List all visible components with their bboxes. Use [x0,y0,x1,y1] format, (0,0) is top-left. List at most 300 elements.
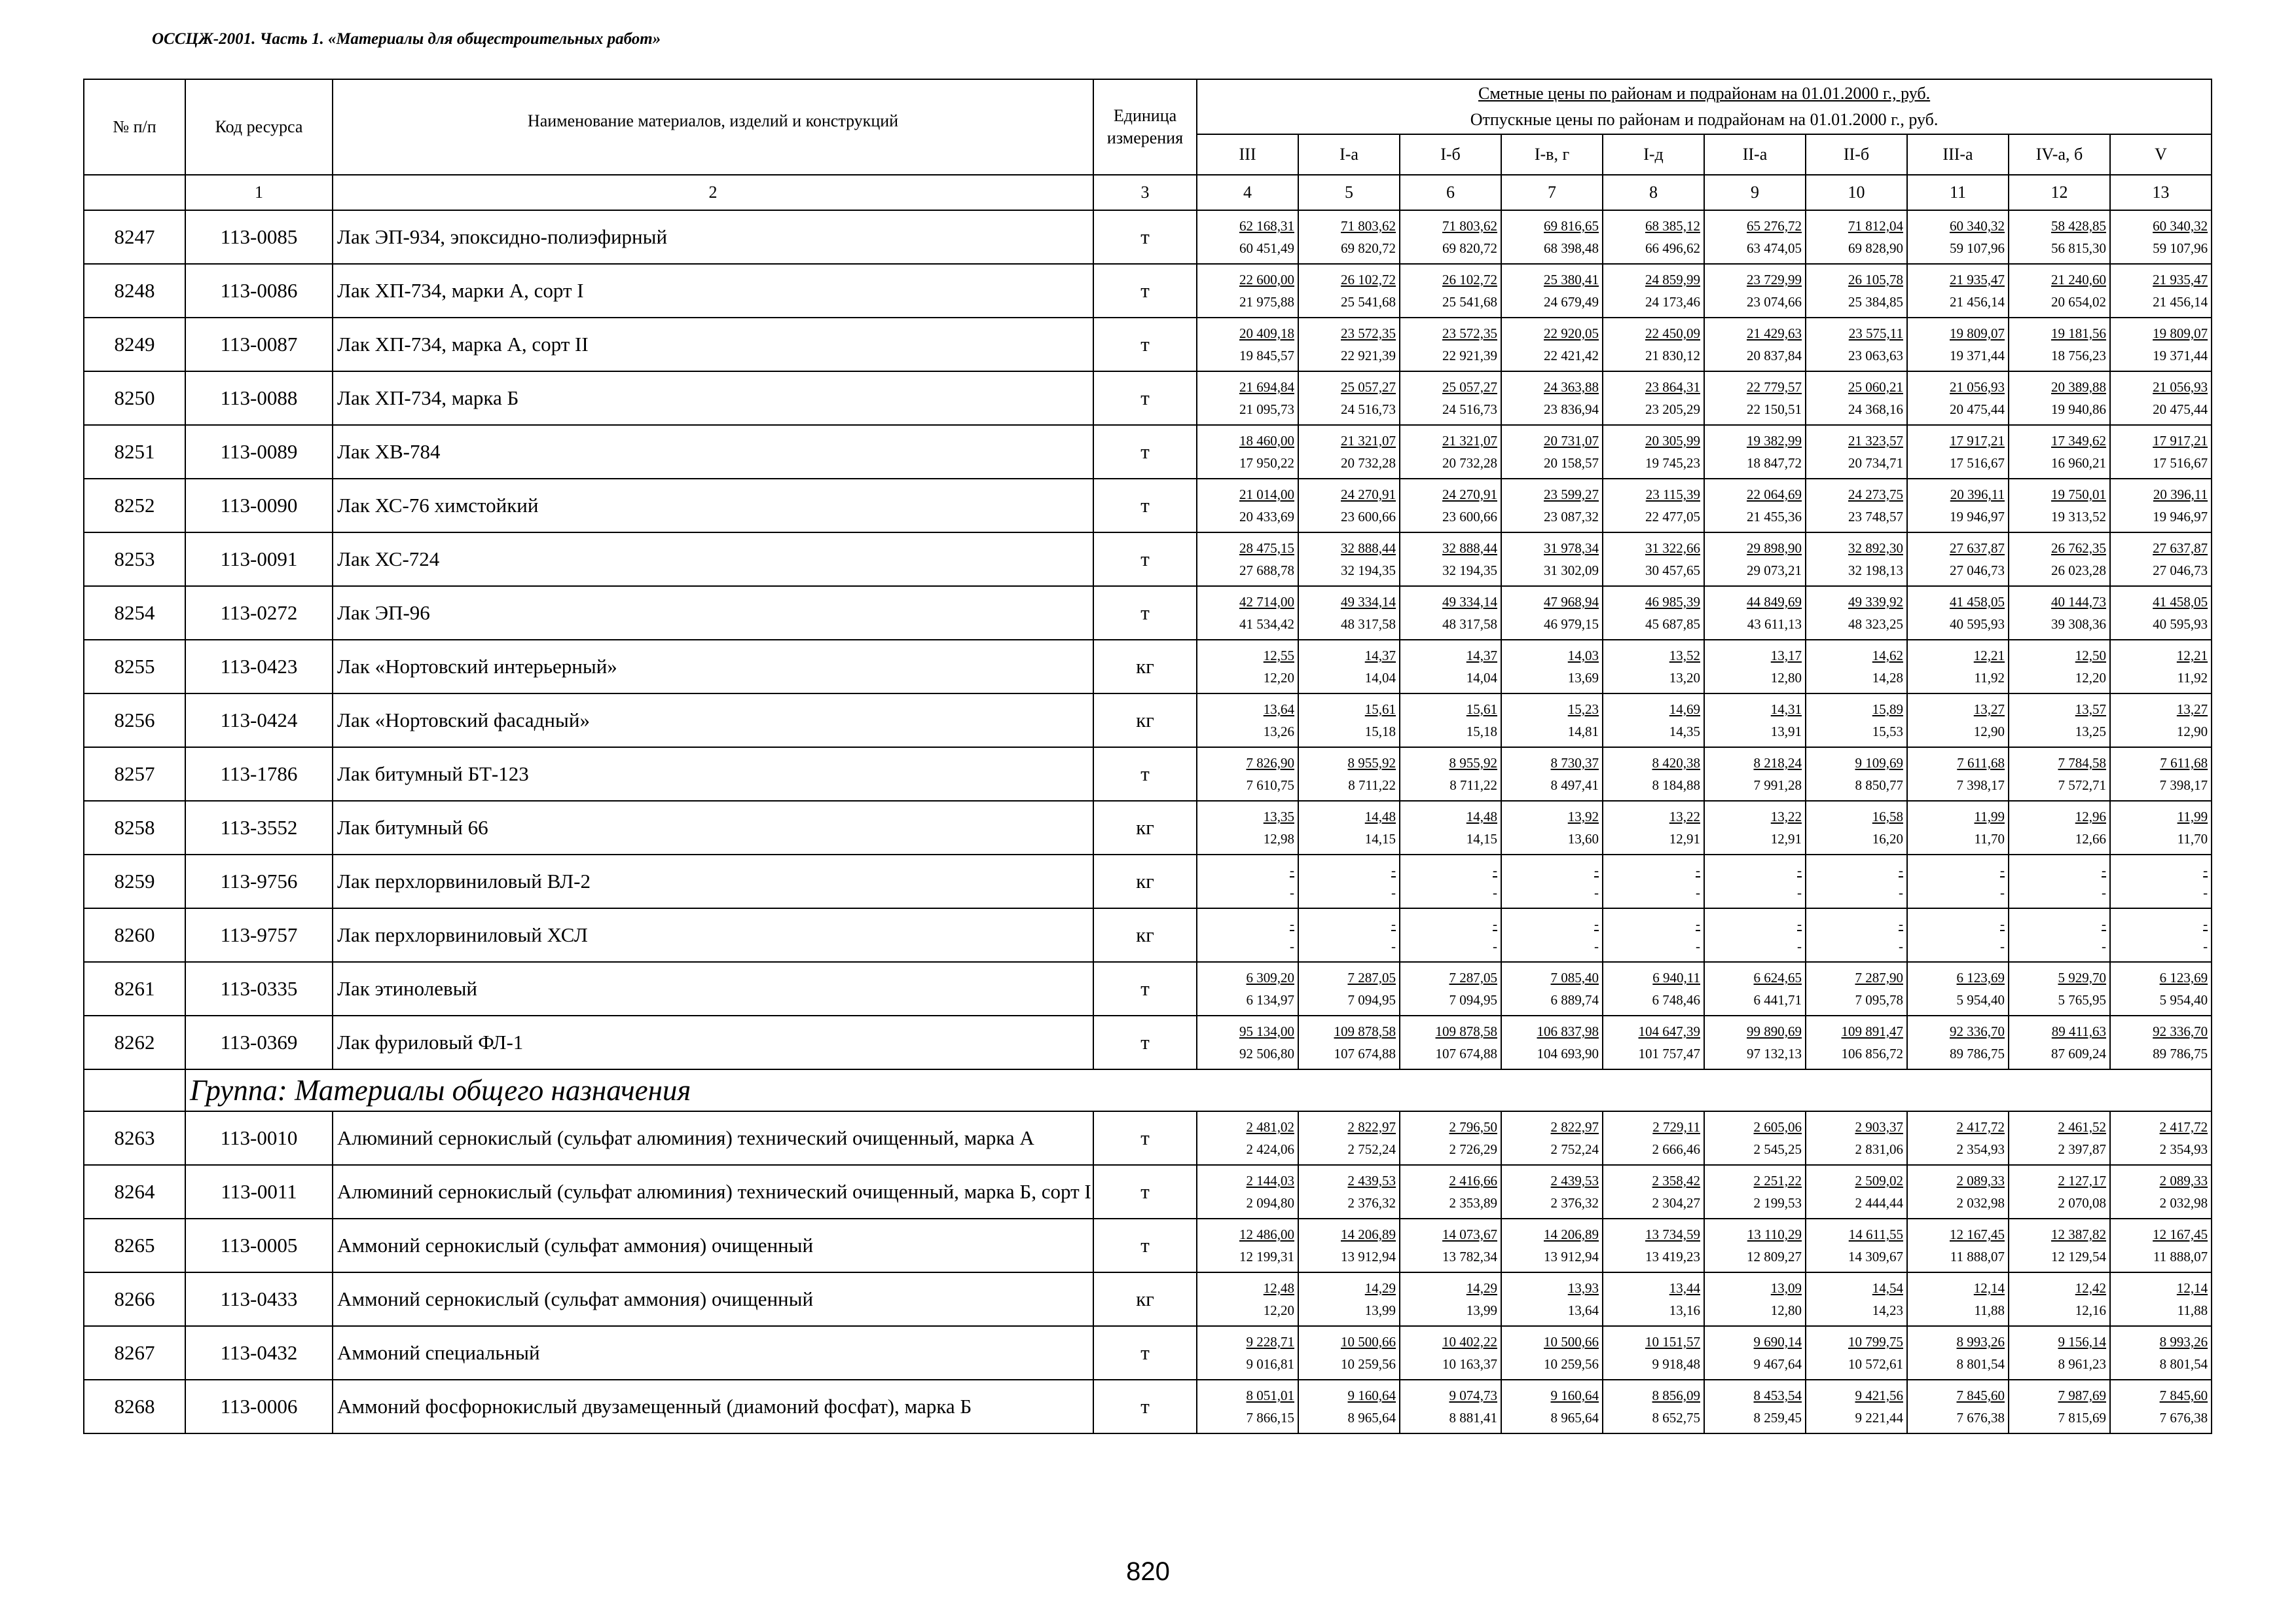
price-cell [2110,855,2212,908]
document-header-title: ОССЦЖ-2001. Часть 1. «Материалы для общестроительных работ» [152,30,661,48]
estimated-price: 2 822,97 [1550,1118,1599,1135]
resource-code: 113-9756 [185,855,333,908]
prices-title-smeta: Сметные цены по районам и подрайонам на 01.01.2000 г., руб. [1478,84,1931,103]
price-cell [1197,747,1298,801]
estimated-price: - [2102,915,2106,932]
material-name: Лак ХС-76 химстойкий [333,479,1093,532]
release-price: - [1797,885,1802,900]
price-cell [2110,1380,2212,1433]
row-number: 8261 [84,962,185,1016]
price-cell [1806,693,1907,747]
table-row [84,479,2212,532]
estimated-price: 109 878,58 [1334,1023,1396,1039]
estimated-price: 13,92 [1567,808,1599,824]
price-cell [1603,532,1704,586]
price-cell [1197,210,1298,264]
price-cell [1704,1326,1806,1380]
release-price: 23 087,32 [1544,509,1599,525]
estimated-price: - [2203,915,2208,932]
page-number: 820 [1126,1557,1170,1586]
row-number: 8257 [84,747,185,801]
price-cell [1400,640,1501,693]
price-cell [1806,1016,1907,1069]
price-cell [1298,264,1400,318]
release-price: 14,04 [1466,670,1497,686]
unit-of-measure: кг [1093,801,1197,855]
release-price: 20 654,02 [2051,294,2106,310]
price-cell [1907,801,2009,855]
release-price: 23 205,29 [1645,401,1700,417]
price-cell [1603,1016,1704,1069]
release-price: 60 451,49 [1239,240,1294,256]
material-name: Лак ХС-724 [333,532,1093,586]
estimated-price: 29 898,90 [1747,540,1802,556]
estimated-price: 11,99 [1974,808,2005,824]
release-price: 13,99 [1364,1302,1396,1318]
estimated-price: 14,48 [1364,808,1396,824]
price-cell [1298,855,1400,908]
row-number: 8254 [84,586,185,640]
release-price: 7 398,17 [2159,777,2208,793]
price-cell [1197,1111,1298,1165]
estimated-price: 14,31 [1770,701,1802,717]
resource-code: 113-0086 [185,264,333,318]
price-cell [2009,371,2110,425]
column-number: 1 [185,175,333,210]
estimated-price: 49 339,92 [1848,593,1903,610]
estimated-price: 6 123,69 [1956,969,2005,986]
region-header: III-а [1907,134,2009,175]
estimated-price: 21 694,84 [1239,378,1294,395]
unit-of-measure: т [1093,747,1197,801]
unit-of-measure: т [1093,1380,1197,1433]
row-number: 8250 [84,371,185,425]
estimated-price: 2 796,50 [1449,1118,1497,1135]
price-cell [1400,1219,1501,1272]
estimated-price: 7 287,05 [1347,969,1396,986]
release-price: 19 745,23 [1645,455,1700,471]
price-cell [1704,962,1806,1016]
price-cell [1704,1219,1806,1272]
price-cell [2009,318,2110,371]
estimated-price: 27 637,87 [2153,540,2208,556]
material-name: Лак этинолевый [333,962,1093,1016]
estimated-price: 60 340,32 [1950,217,2005,234]
price-cell [1907,532,2009,586]
region-header: II-б [1806,134,1907,175]
estimated-price: 8 453,54 [1753,1387,1802,1403]
price-cell [1298,586,1400,640]
estimated-price: 23 729,99 [1747,271,1802,287]
release-price: 24 516,73 [1442,401,1497,417]
estimated-price: 25 057,27 [1442,378,1497,395]
release-price: 6 441,71 [1753,992,1802,1008]
release-price: - [1290,938,1294,954]
price-cell [1400,479,1501,532]
estimated-price: 21 240,60 [2051,271,2106,287]
price-cell [1197,908,1298,962]
resource-code: 113-0369 [185,1016,333,1069]
release-price: 13,25 [2075,724,2106,739]
estimated-price: 23 572,35 [1341,325,1396,341]
price-cell [1501,693,1603,747]
release-price: 12,90 [2176,724,2208,739]
group-header-row [84,1069,2212,1111]
price-cell [1501,801,1603,855]
estimated-price: 31 322,66 [1645,540,1700,556]
price-cell [1603,264,1704,318]
release-price: 2 752,24 [1347,1141,1396,1157]
release-price: 68 398,48 [1544,240,1599,256]
estimated-price: 13,44 [1669,1280,1700,1296]
estimated-price: 2 439,53 [1550,1172,1599,1189]
estimated-price: 14 206,89 [1341,1226,1396,1242]
estimated-price: 7 287,90 [1855,969,1903,986]
estimated-price: 16,58 [1872,808,1903,824]
estimated-price: 9 690,14 [1753,1333,1802,1350]
release-price: 8 881,41 [1449,1410,1497,1426]
price-cell [1704,318,1806,371]
material-name: Лак ХП-734, марки А, сорт I [333,264,1093,318]
price-cell [1298,318,1400,371]
column-number: 6 [1400,175,1501,210]
release-price: 14 309,67 [1848,1249,1903,1264]
estimated-price: 14,62 [1872,647,1903,663]
unit-of-measure: т [1093,962,1197,1016]
price-cell [1501,479,1603,532]
release-price: 8 961,23 [2058,1356,2106,1372]
estimated-price: - [1493,915,1497,932]
estimated-price: 14,03 [1567,647,1599,663]
estimated-price: 15,61 [1466,701,1497,717]
estimated-price: 71 812,04 [1848,217,1903,234]
price-cell [2009,532,2110,586]
release-price: 7 094,95 [1347,992,1396,1008]
price-cell [2110,693,2212,747]
release-price: 21 456,14 [2153,294,2208,310]
estimated-price: 14 206,89 [1544,1226,1599,1242]
release-price: 29 073,21 [1747,563,1802,578]
price-cell [1704,532,1806,586]
table-row [84,908,2212,962]
estimated-price: - [1899,915,1903,932]
release-price: 56 815,30 [2051,240,2106,256]
estimated-price: 20 731,07 [1544,432,1599,449]
estimated-price: 13,27 [1973,701,2005,717]
price-cell [1501,962,1603,1016]
release-price: 14,15 [1466,831,1497,847]
material-name: Лак перхлорвиниловый ХСЛ [333,908,1093,962]
release-price: 9 016,81 [1246,1356,1294,1372]
unit-of-measure: т [1093,586,1197,640]
table-row [84,962,2212,1016]
column-number: 9 [1704,175,1806,210]
release-price: 13,64 [1567,1302,1599,1318]
release-price: 6 134,97 [1246,992,1294,1008]
table-row [84,425,2212,479]
release-price: 7 572,71 [2058,777,2106,793]
material-name: Аммоний сернокислый (сульфат аммония) очищенный [333,1272,1093,1326]
column-number: 7 [1501,175,1603,210]
estimated-price: 60 340,32 [2153,217,2208,234]
release-price: 19 371,44 [2153,348,2208,363]
release-price: - [1899,938,1903,954]
price-cell [1298,1016,1400,1069]
release-price: 17 950,22 [1239,455,1294,471]
release-price: 2 354,93 [2159,1141,2208,1157]
estimated-price: - [1290,862,1294,878]
price-cell [1298,479,1400,532]
price-cell [1298,693,1400,747]
release-price: 13,60 [1567,831,1599,847]
release-price: 2 831,06 [1855,1141,1903,1157]
row-number: 8266 [84,1272,185,1326]
estimated-price: 2 903,37 [1855,1118,1903,1135]
price-cell [1704,855,1806,908]
release-price: 20 734,71 [1848,455,1903,471]
price-cell [1197,801,1298,855]
release-price: 20 433,69 [1239,509,1294,525]
resource-code: 113-0010 [185,1111,333,1165]
price-cell [1501,908,1603,962]
release-price: 21 830,12 [1645,348,1700,363]
material-name: Лак ХП-734, марка Б [333,371,1093,425]
price-cell [1501,586,1603,640]
release-price: 7 610,75 [1246,777,1294,793]
material-name: Лак ЭП-934, эпоксидно-полиэфирный [333,210,1093,264]
region-header: I-б [1400,134,1501,175]
release-price: 18 756,23 [2051,348,2106,363]
price-cell [2110,1165,2212,1219]
material-name: Аммоний специальный [333,1326,1093,1380]
estimated-price: 47 968,94 [1544,593,1599,610]
price-cell [1603,855,1704,908]
release-price: 27 046,73 [2153,563,2208,578]
estimated-price: 109 878,58 [1435,1023,1497,1039]
price-cell [2110,1219,2212,1272]
estimated-price: 14,69 [1669,701,1700,717]
estimated-price: 20 305,99 [1645,432,1700,449]
release-price: 13,69 [1567,670,1599,686]
price-cell [2110,210,2212,264]
column-number: 12 [2009,175,2110,210]
material-name: Алюминий сернокислый (сульфат алюминия) технический очищенный, марка Б, сорт I [333,1165,1093,1219]
price-cell [2110,908,2212,962]
price-cell [2009,264,2110,318]
release-price: 20 732,28 [1341,455,1396,471]
release-price: 12,20 [1263,670,1294,686]
price-cell [1501,1219,1603,1272]
price-cell [1907,264,2009,318]
table-row [84,318,2212,371]
release-price: 87 609,24 [2051,1046,2106,1061]
release-price: 20 732,28 [1442,455,1497,471]
estimated-price: 13,09 [1770,1280,1802,1296]
column-number: 10 [1806,175,1907,210]
price-cell [2110,586,2212,640]
release-price: 24 679,49 [1544,294,1599,310]
price-cell [1400,1111,1501,1165]
price-cell [1704,210,1806,264]
estimated-price: 26 105,78 [1848,271,1903,287]
price-cell [2009,1111,2110,1165]
price-cell [1907,1326,2009,1380]
row-number: 8256 [84,693,185,747]
price-cell [1501,371,1603,425]
price-cell [1806,479,1907,532]
release-price: 59 107,96 [2153,240,2208,256]
price-cell [1907,640,2009,693]
release-price: 13,99 [1466,1302,1497,1318]
estimated-price: 41 458,05 [1950,593,2005,610]
release-price: 10 259,56 [1544,1356,1599,1372]
price-cell [1806,1380,1907,1433]
release-price: 10 259,56 [1341,1356,1396,1372]
material-name: Аммоний сернокислый (сульфат аммония) очищенный [333,1219,1093,1272]
estimated-price: - [1696,915,1700,932]
release-price: - [2000,885,2005,900]
estimated-price: 7 611,68 [2160,754,2208,771]
estimated-price: 14 073,67 [1442,1226,1497,1242]
estimated-price: 26 762,35 [2051,540,2106,556]
estimated-price: 13 734,59 [1645,1226,1700,1242]
estimated-price: 22 779,57 [1747,378,1802,395]
price-cell [1806,962,1907,1016]
estimated-price: 65 276,72 [1747,217,1802,234]
release-price: 12,91 [1669,831,1700,847]
price-cell [1501,318,1603,371]
price-cell [1907,318,2009,371]
estimated-price: 42 714,00 [1239,593,1294,610]
release-price: - [1797,938,1802,954]
resource-code: 113-1786 [185,747,333,801]
release-price: 2 353,89 [1449,1195,1497,1211]
region-header: V [2110,134,2212,175]
estimated-price: - [2000,915,2005,932]
price-cell [1603,693,1704,747]
release-price: 6 748,46 [1652,992,1700,1008]
price-cell [2009,586,2110,640]
release-price: 22 921,39 [1442,348,1497,363]
release-price: 2 032,98 [2159,1195,2208,1211]
price-cell [1197,479,1298,532]
release-price: 32 194,35 [1442,563,1497,578]
price-cell [1197,1165,1298,1219]
release-price: 31 302,09 [1544,563,1599,578]
price-cell [1603,1326,1704,1380]
release-price: 17 516,67 [2153,455,2208,471]
price-cell [1603,1380,1704,1433]
release-price: 12 199,31 [1239,1249,1294,1264]
price-cell [1298,962,1400,1016]
price-cell [1907,908,2009,962]
estimated-price: 32 888,44 [1341,540,1396,556]
release-price: 12,98 [1263,831,1294,847]
column-number: 13 [2110,175,2212,210]
table-row [84,1111,2212,1165]
group-empty-cell [84,1069,185,1111]
price-cell [1907,1165,2009,1219]
release-price: 8 711,22 [1449,777,1497,793]
price-cell [1907,210,2009,264]
estimated-price: 21 056,93 [2153,378,2208,395]
release-price: 16 960,21 [2051,455,2106,471]
release-price: - [2203,938,2208,954]
resource-code: 113-0423 [185,640,333,693]
release-price: 2 070,08 [2058,1195,2106,1211]
release-price: 21 456,14 [1950,294,2005,310]
row-number: 8247 [84,210,185,264]
price-cell [1197,1016,1298,1069]
estimated-price: 23 115,39 [1645,486,1700,502]
estimated-price: 12 167,45 [2153,1226,2208,1242]
release-price: 19 845,57 [1239,348,1294,363]
price-cell [1603,747,1704,801]
release-price: 97 132,13 [1747,1046,1802,1061]
release-price: 89 786,75 [2153,1046,2208,1061]
estimated-price: 8 955,92 [1449,754,1497,771]
release-price: - [1493,938,1497,954]
price-cell [1197,1272,1298,1326]
estimated-price: 99 890,69 [1747,1023,1802,1039]
release-price: 20 475,44 [1950,401,2005,417]
unit-of-measure: т [1093,1326,1197,1380]
estimated-price: 24 273,75 [1848,486,1903,502]
price-cell [1400,425,1501,479]
price-cell [1704,586,1806,640]
release-price: 7 866,15 [1246,1410,1294,1426]
release-price: 11,70 [1974,831,2005,847]
release-price: 32 194,35 [1341,563,1396,578]
release-price: 48 323,25 [1848,616,1903,632]
release-price: 107 674,88 [1334,1046,1396,1061]
price-cell [1501,1326,1603,1380]
unit-of-measure: кг [1093,640,1197,693]
release-price: 23 600,66 [1442,509,1497,525]
price-cell [1298,1326,1400,1380]
price-cell [1704,747,1806,801]
release-price: 19 940,86 [2051,401,2106,417]
estimated-price: 8 218,24 [1753,754,1802,771]
price-cell [1501,532,1603,586]
price-cell [2009,801,2110,855]
price-cell [2110,1272,2212,1326]
price-cell [2009,1326,2110,1380]
price-cell [1704,264,1806,318]
release-price: 13,16 [1669,1302,1700,1318]
estimated-price: 7 611,68 [1957,754,2005,771]
price-cell [1298,908,1400,962]
release-price: 8 652,75 [1652,1410,1700,1426]
price-cell [1806,371,1907,425]
estimated-price: - [1797,862,1802,878]
release-price: 2 032,98 [1956,1195,2005,1211]
release-price: 24 516,73 [1341,401,1396,417]
price-cell [1400,586,1501,640]
price-cell [1907,962,2009,1016]
resource-code: 113-0272 [185,586,333,640]
price-cell [1501,1111,1603,1165]
material-name: Лак битумный БТ-123 [333,747,1093,801]
price-cell [1298,532,1400,586]
price-cell [1806,640,1907,693]
release-price: 23 074,66 [1747,294,1802,310]
release-price: 30 457,65 [1645,563,1700,578]
estimated-price: 12,55 [1263,647,1294,663]
estimated-price: 9 156,14 [2058,1333,2106,1350]
material-name: Лак «Нортовский интерьерный» [333,640,1093,693]
price-cell [2009,640,2110,693]
